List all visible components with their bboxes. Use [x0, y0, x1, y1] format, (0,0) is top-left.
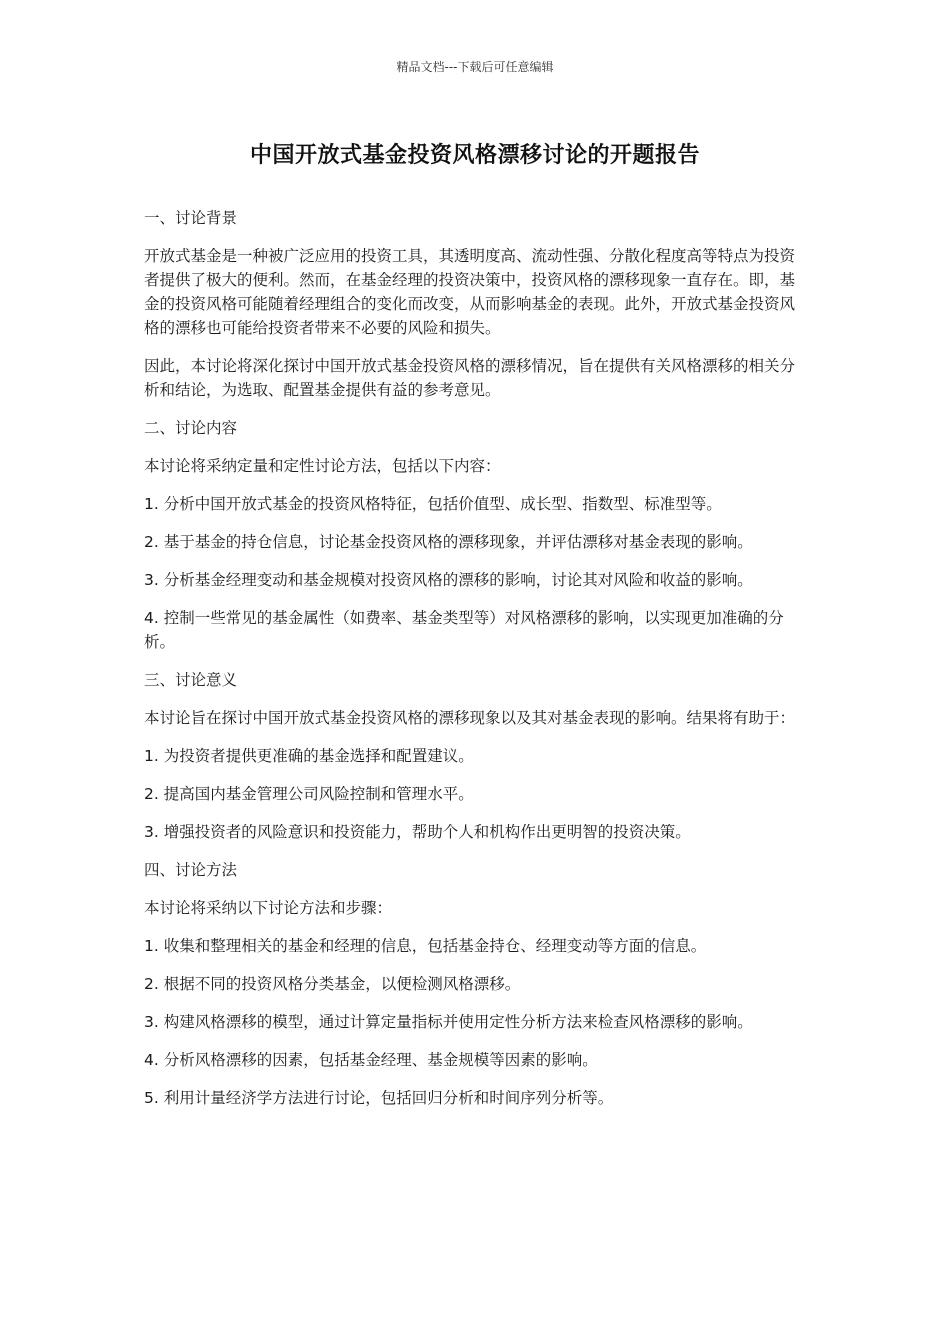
list-item: 1. 为投资者提供更准确的基金选择和配置建议。	[144, 747, 474, 765]
paragraph: 本讨论将采纳定量和定性讨论方法，包括以下内容：	[144, 457, 501, 475]
section-heading-significance: 三、讨论意义	[144, 671, 238, 689]
header-note: 精品文档---下载后可任意编辑	[396, 60, 554, 74]
list-item: 4. 分析风格漂移的因素，包括基金经理、基金规模等因素的影响。	[144, 1051, 598, 1069]
section-heading-background: 一、讨论背景	[144, 209, 238, 227]
section-heading-method: 四、讨论方法	[144, 861, 238, 879]
list-item: 3. 构建风格漂移的模型，通过计算定量指标并使用定性分析方法来检查风格漂移的影响。	[144, 1013, 753, 1031]
list-item: 3. 增强投资者的风险意识和投资能力，帮助个人和机构作出更明智的投资决策。	[144, 823, 691, 841]
list-item: 1. 收集和整理相关的基金和经理的信息，包括基金持仓、经理变动等方面的信息。	[144, 937, 707, 955]
document-title: 中国开放式基金投资风格漂移讨论的开题报告	[249, 143, 700, 168]
section-heading-content: 二、讨论内容	[144, 419, 238, 437]
list-item: 4. 控制一些常见的基金属性（如费率、基金类型等）对风格漂移的影响，以实现更加准确的分析。	[144, 609, 784, 651]
list-item: 2. 根据不同的投资风格分类基金，以便检测风格漂移。	[144, 975, 521, 993]
list-item: 1. 分析中国开放式基金的投资风格特征，包括价值型、成长型、指数型、标准型等。	[144, 495, 722, 513]
paragraph: 本讨论将采纳以下讨论方法和步骤：	[144, 899, 393, 917]
list-item: 5. 利用计量经济学方法进行讨论，包括回归分析和时间序列分析等。	[144, 1089, 614, 1107]
document-body	[144, 206, 806, 1124]
list-item: 2. 提高国内基金管理公司风险控制和管理水平。	[144, 785, 474, 803]
list-item: 2. 基于基金的持仓信息，讨论基金投资风格的漂移现象，并评估漂移对基金表现的影响。	[144, 533, 753, 551]
list-item: 3. 分析基金经理变动和基金规模对投资风格的漂移的影响，讨论其对风险和收益的影响。	[144, 571, 753, 589]
paragraph: 本讨论旨在探讨中国开放式基金投资风格的漂移现象以及其对基金表现的影响。结果将有助于：	[144, 709, 796, 727]
paragraph: 因此，本讨论将深化探讨中国开放式基金投资风格的漂移情况，旨在提供有关风格漂移的相关分析和结论，为选取、配置基金提供有益的参考意见。	[144, 357, 796, 399]
paragraph: 开放式基金是一种被广泛应用的投资工具，其透明度高、流动性强、分散化程度高等特点为投资者提供了极大的便利。然而，在基金经理的投资决策中，投资风格的漂移现象一直存在。即，基金的投资风格可能随着经理组合的变化而改变，从而影响基金的表现。此外，开放式基金投资风格的漂移也可能给投资者带来不必要的风险和损失。	[144, 247, 796, 337]
